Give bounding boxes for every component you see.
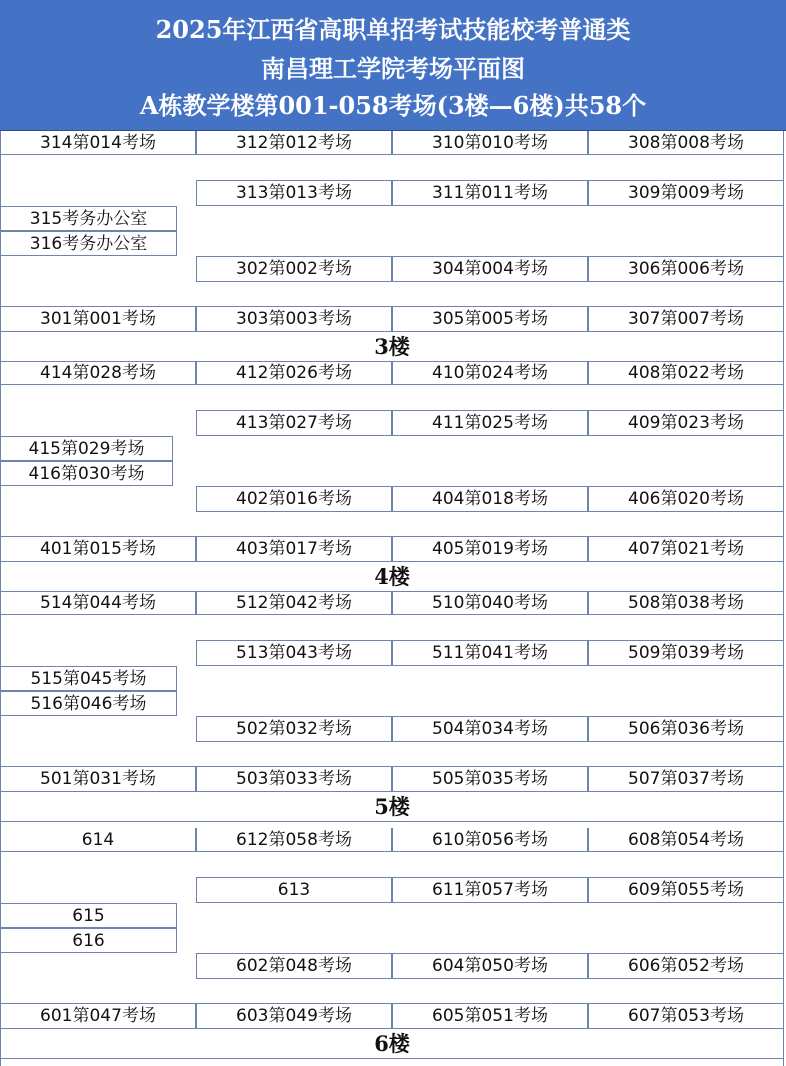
room-cell: 602第048考场: [196, 953, 392, 979]
room-cell: 503第033考场: [196, 766, 392, 792]
room-cell: 505第035考场: [392, 766, 588, 792]
room-cell: 407第021考场: [588, 536, 784, 562]
title-line-1: 2025年江西省高职单招考试技能校考普通类: [155, 15, 631, 44]
room-cell: 607第053考场: [588, 1003, 784, 1029]
room-cell: 601第047考场: [0, 1003, 196, 1029]
room-cell: 507第037考场: [588, 766, 784, 792]
room-cell: 604第050考场: [392, 953, 588, 979]
room-cell: 401第015考场: [0, 536, 196, 562]
room-cell: 612第058考场: [196, 828, 392, 852]
room-cell: 411第025考场: [392, 410, 588, 436]
room-cell: 302第002考场: [196, 256, 392, 282]
room-cell: 412第026考场: [196, 361, 392, 385]
room-cell: 406第020考场: [588, 486, 784, 512]
room-cell: 307第007考场: [588, 306, 784, 332]
room-cell: 614: [0, 828, 196, 852]
room-cell: 606第052考场: [588, 953, 784, 979]
title-line-3: A栋教学楼第001-058考场(3楼—6楼)共58个: [139, 91, 647, 120]
room-cell: 310第010考场: [392, 131, 588, 155]
side-room-cell: 516第046考场: [0, 691, 177, 716]
room-cell: 605第051考场: [392, 1003, 588, 1029]
room-cell: 608第054考场: [588, 828, 784, 852]
room-cell: 510第040考场: [392, 591, 588, 615]
room-cell: 506第036考场: [588, 716, 784, 742]
floor-label: 3楼: [0, 332, 784, 362]
title-line-2: 南昌理工学院考场平面图: [261, 54, 525, 83]
room-cell: 504第034考场: [392, 716, 588, 742]
room-cell: 303第003考场: [196, 306, 392, 332]
room-cell: 301第001考场: [0, 306, 196, 332]
room-cell: 308第008考场: [588, 131, 784, 155]
room-cell: 410第024考场: [392, 361, 588, 385]
room-cell: 304第004考场: [392, 256, 588, 282]
room-cell: 313第013考场: [196, 180, 392, 206]
room-cell: 306第006考场: [588, 256, 784, 282]
side-room-cell: 616: [0, 928, 177, 953]
room-cell: 603第049考场: [196, 1003, 392, 1029]
room-cell: 404第018考场: [392, 486, 588, 512]
room-cell: 501第031考场: [0, 766, 196, 792]
room-cell: 405第019考场: [392, 536, 588, 562]
room-cell: 613: [196, 877, 392, 903]
title-banner: [0, 0, 786, 131]
room-cell: 311第011考场: [392, 180, 588, 206]
room-cell: 305第005考场: [392, 306, 588, 332]
room-cell: 414第028考场: [0, 361, 196, 385]
room-cell: 514第044考场: [0, 591, 196, 615]
room-cell: 409第023考场: [588, 410, 784, 436]
floor-label: 6楼: [0, 1029, 784, 1059]
room-cell: 314第014考场: [0, 131, 196, 155]
room-cell: 611第057考场: [392, 877, 588, 903]
room-cell: 610第056考场: [392, 828, 588, 852]
room-cell: 609第055考场: [588, 877, 784, 903]
room-cell: 408第022考场: [588, 361, 784, 385]
room-cell: 513第043考场: [196, 640, 392, 666]
room-cell: 413第027考场: [196, 410, 392, 436]
room-cell: 509第039考场: [588, 640, 784, 666]
side-room-cell: 415第029考场: [0, 436, 173, 461]
side-room-cell: 315考务办公室: [0, 206, 177, 231]
side-room-cell: 615: [0, 903, 177, 928]
room-cell: 502第032考场: [196, 716, 392, 742]
room-cell: 309第009考场: [588, 180, 784, 206]
floor-label: 5楼: [0, 792, 784, 822]
side-room-cell: 416第030考场: [0, 461, 173, 486]
room-cell: 508第038考场: [588, 591, 784, 615]
side-room-cell: 515第045考场: [0, 666, 177, 691]
room-cell: 511第041考场: [392, 640, 588, 666]
room-cell: 403第017考场: [196, 536, 392, 562]
room-cell: 512第042考场: [196, 591, 392, 615]
room-cell: 312第012考场: [196, 131, 392, 155]
side-room-cell: 316考务办公室: [0, 231, 177, 256]
room-cell: 402第016考场: [196, 486, 392, 512]
floor-label: 4楼: [0, 562, 784, 592]
